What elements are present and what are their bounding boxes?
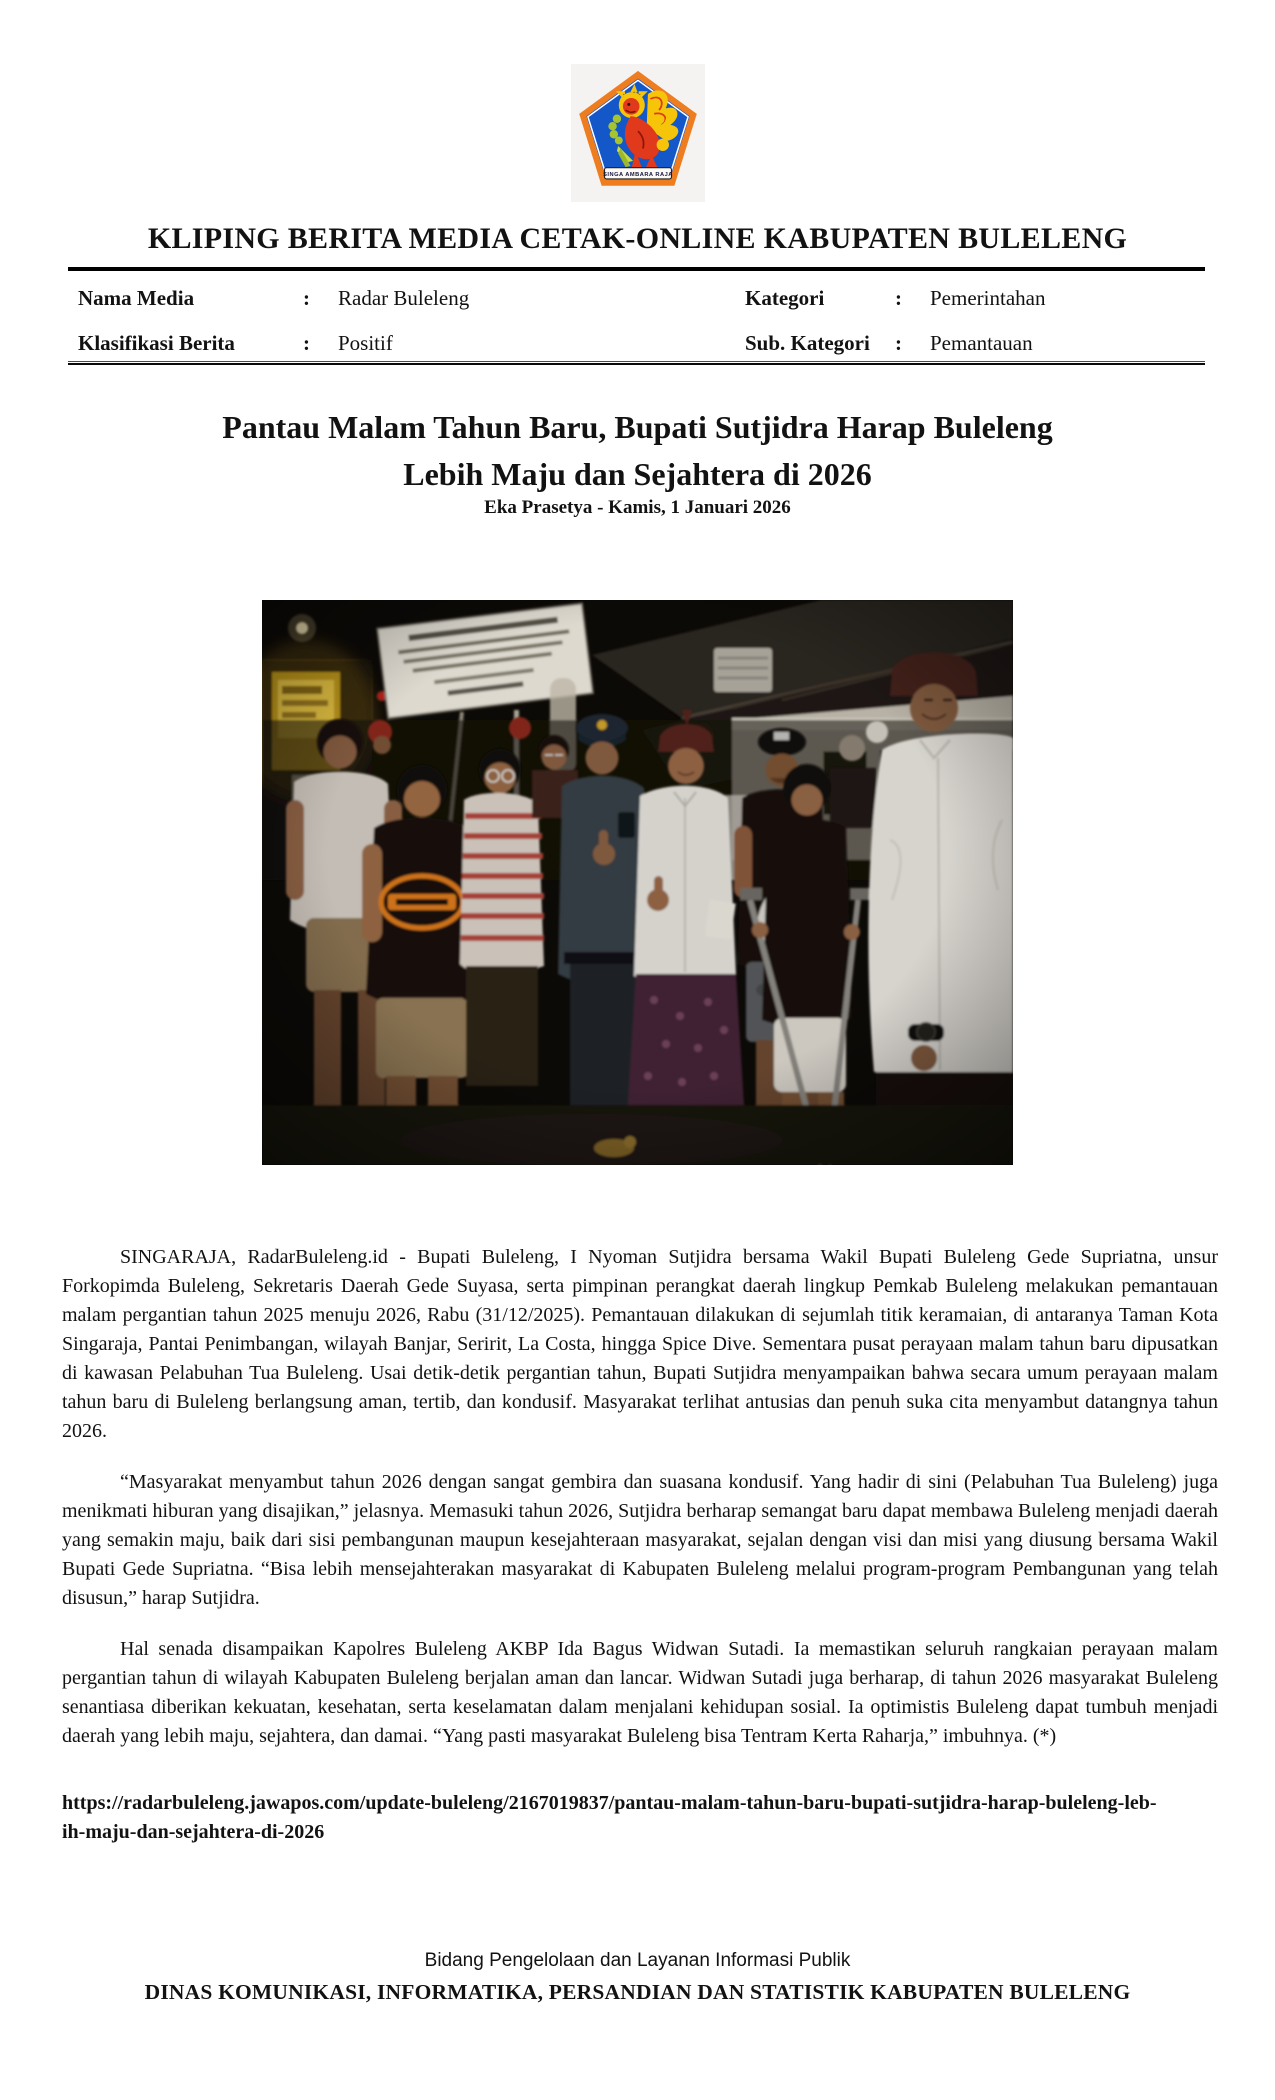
article-source-url[interactable]: [62, 1789, 1218, 1847]
article-title-line1: Pantau Malam Tahun Baru, Bupati Sutjidra Harap Buleleng: [222, 409, 1053, 445]
emblem-banner: [603, 168, 673, 179]
emblem-banner-text: SINGA AMBARA RAJA: [602, 172, 673, 179]
divider-thick: [68, 267, 1205, 271]
article-byline: Eka Prasetya - Kamis, 1 Januari 2026: [484, 497, 791, 518]
footer: [0, 1950, 1275, 2005]
paragraph-1: SINGARAJA, RadarBuleleng.id - Bupati Buleleng, I Nyoman Sutjidra bersama Wakil Bupati Buleleng Gede Supriatna, unsur Forkopimda Buleleng, Sekretaris Daerah Gede Suyasa, serta pimpinan perangkat daerah lingkup Pemkab Buleleng melakukan pemantauan malam pergantian tahun 2025 menuju 2026, Rabu (31/12/2025). Pemantauan dilakukan di sejumlah titik keramaian, di antaranya Taman Kota Singaraja, Pantai Penimbangan, wilayah Banjar, Seririt, La Costa, hingga Spice Dive. Sementara pusat perayaan malam tahun baru dipusatkan di kawasan Pelabuhan Tua Buleleng. Usai detik-detik pergantian tahun, Bupati Sutjidra menyampaikan bahwa secara umum perayaan malam tahun baru di Buleleng berlangsung aman, tertib, dan kondusif. Masyarakat terlihat antusias dan penuh suka cita menyambut datangnya tahun 2026.: [62, 1246, 1218, 1442]
article-photo: [262, 600, 1013, 1165]
buleleng-emblem-logo: [576, 69, 700, 197]
meta-label-sub-kategori: Sub. Kategori: [745, 331, 870, 355]
night-crowd-photo: [262, 600, 1013, 1165]
footer-agency: DINAS KOMUNIKASI, INFORMATIKA, PERSANDIAN DAN STATISTIK KABUPATEN BULELENG: [144, 1980, 1131, 2004]
article-title-line2: Lebih Maju dan Sejahtera di 2026: [403, 456, 872, 492]
meta-label-kategori: Kategori: [745, 286, 825, 310]
paragraph-2: “Masyarakat menyambut tahun 2026 dengan sangat gembira dan suasana kondusif. Yang hadir di sini (Pelabuhan Tua Buleleng) juga menikmati hiburan yang disajikan,” jelasnya. Memasuki tahun 2026, Sutjidra berharap semangat baru dapat membawa Buleleng menjadi daerah yang semakin maju, baik dari sisi pembangunan maupun kesejahteraan masyarakat, sejalan dengan visi dan misi yang diusung bersama Wakil Bupati Gede Supriatna. “Bisa lebih mensejahterakan masyarakat di Kabupaten Buleleng melalui program-program Pembangunan yang telah disusun,” harap Sutjidra.: [62, 1471, 1218, 1609]
article-title: [0, 404, 1275, 498]
meta-colon: :: [303, 331, 310, 355]
divider-double: [68, 361, 1205, 365]
article-body: [62, 1243, 1218, 1847]
meta-colon: :: [895, 286, 902, 310]
meta-row-kategori: [745, 283, 1045, 313]
footer-division: Bidang Pengelolaan dan Layanan Informasi Publik: [424, 1950, 851, 1971]
url-line1[interactable]: https://radarbuleleng.jawapos.com/update-buleleng/2167019837/pantau-malam-tahun-baru-bupati-sutjidra-harap-buleleng-leb-: [62, 1792, 1157, 1814]
meta-row-sub-kategori: [745, 328, 1033, 358]
paragraph-3: Hal senada disampaikan Kapolres Buleleng AKBP Ida Bagus Widwan Sutadi. Ia memastikan seluruh rangkaian perayaan malam pergantian tahun di wilayah Kabupaten Buleleng berjalan aman dan lancar. Widwan Sutadi juga berharap, di tahun 2026 masyarakat Buleleng senantiasa diberikan kekuatan, kesehatan, serta keselamatan dalam menjalani kehidupan sosial. Ia optimistis Buleleng dapat tumbuh menjadi daerah yang lebih maju, sejahtera, dan damai. “Yang pasti masyarakat Buleleng bisa Tentram Kerta Raharja,” imbuhnya. (*): [62, 1638, 1218, 1747]
meta-label-nama-media: Nama Media: [78, 286, 195, 310]
meta-value-klasifikasi: Positif: [338, 331, 393, 355]
meta-colon: :: [303, 286, 310, 310]
meta-value-sub-kategori: Pemantauan: [930, 331, 1033, 355]
logo-container: [571, 64, 705, 202]
meta-value-nama-media: Radar Buleleng: [338, 286, 470, 310]
meta-row-nama-media: [78, 283, 469, 313]
meta-row-klasifikasi: [78, 328, 393, 358]
meta-label-klasifikasi: Klasifikasi Berita: [78, 331, 235, 355]
meta-value-kategori: Pemerintahan: [930, 286, 1046, 310]
header-title: KLIPING BERITA MEDIA CETAK-ONLINE KABUPATEN BULELENG: [147, 222, 1128, 255]
meta-colon: :: [895, 331, 902, 355]
url-line2[interactable]: ih-maju-dan-sejahtera-di-2026: [62, 1821, 325, 1843]
